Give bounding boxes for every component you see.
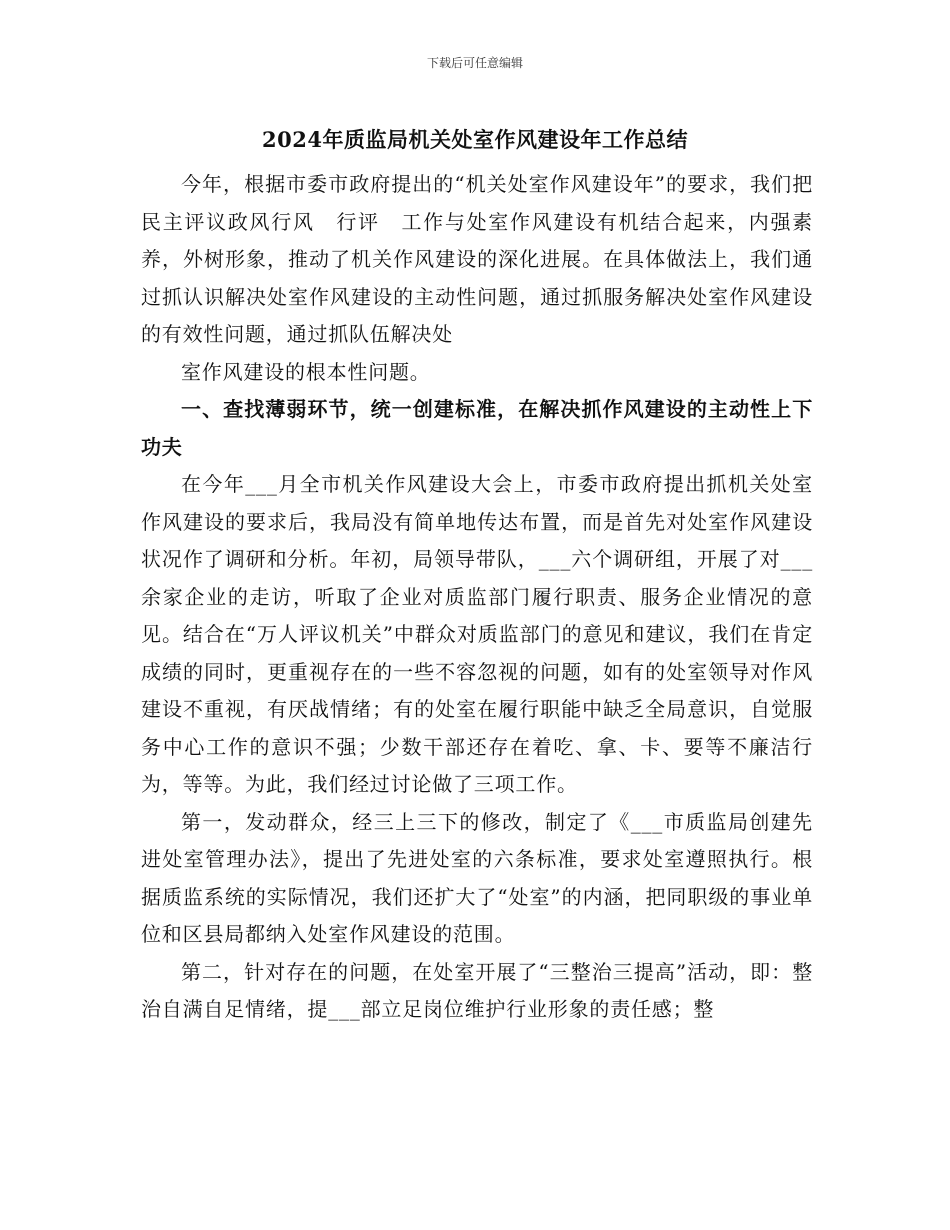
intro-paragraph: 今年，根据市委市政府提出的“机关处室作风建设年”的要求，我们把民主评议政风行风 行评 工作与处室作风建设有机结合起来，内强素养，外树形象，推动了机关作风建设的深化进展。在具体做法上，我们通过抓认识解决处室作风建设的主动性问题，通过抓服务解决处室作风建设的有效性问题，通过抓队伍解决处: [141, 172, 813, 346]
body-paragraph: 在今年___月全市机关作风建设大会上，市委市政府提出抓机关处室作风建设的要求后，我局没有简单地传达布置，而是首先对处室作风建设状况作了调研和分析。年初，局领导带队，___六个调研组，开展了对___余家企业的走访，听取了企业对质监部门履行职责、服务企业情况的意见。结合在“万人评议机关”中群众对质监部门的意见和建议，我们在肯定成绩的同时，更重视存在的一些不容忽视的问题，如有的处室领导对作风建设不重视，有厌战情绪；有的处室在履行职能中缺乏全局意识，自觉服务中心工作的意识不强；少数干部还存在着吃、拿、卡、要等不廉洁行为，等等。为此，我们经过讨论做了三项工作。: [141, 472, 813, 796]
intro-paragraph-continuation: 室作风建设的根本性问题。: [181, 359, 431, 384]
body-paragraph: 第一，发动群众，经三上三下的修改，制定了《___市质监局创建先进处室管理办法》，提出了先进处室的六条标准，要求处室遵照执行。根据质监系统的实际情况，我们还扩大了“处室”的内涵，把同职级的事业单位和区县局都纳入处室作风建设的范围。: [141, 809, 813, 946]
section-heading-1: 一、查找薄弱环节，统一创建标准，在解决抓作风建设的主动性上下功夫: [141, 397, 813, 459]
body-paragraph: 第二，针对存在的问题，在处室开展了“三整治三提高”活动，即：整治自满自足情绪，提___部立足岗位维护行业形象的责任感；整: [141, 959, 813, 1021]
document-body: [141, 166, 813, 1029]
page-header-note: 下载后可任意编辑: [426, 56, 523, 70]
document-title: 2024年质监局机关处室作风建设年工作总结: [262, 127, 688, 152]
